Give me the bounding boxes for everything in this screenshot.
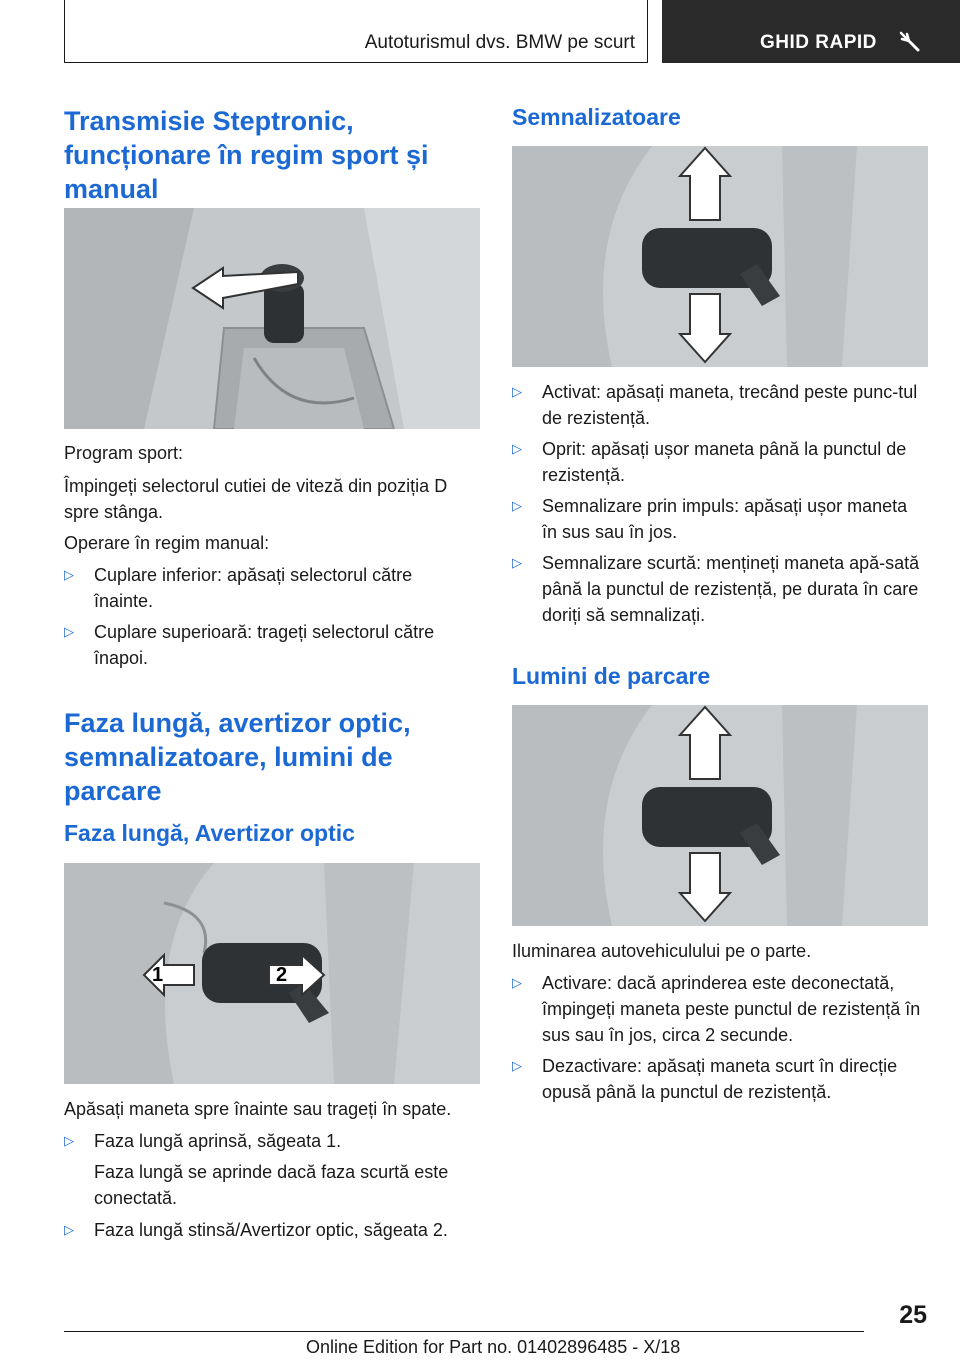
bullet-triangle-icon: ▷ (512, 975, 522, 990)
parking-lights-subtitle: Lumini de parcare (512, 663, 711, 689)
quick-guide-tab[interactable] (662, 0, 960, 63)
arrow-label-1: 1 (152, 964, 164, 986)
turn-signals-subtitle: Semnalizatoare (512, 104, 681, 130)
bullet-triangle-icon: ▷ (512, 498, 522, 513)
footer-divider (64, 1331, 864, 1332)
footer-edition: Online Edition for Part no. 01402896485 - X/18 (306, 1337, 681, 1357)
bullet-triangle-icon: ▷ (512, 1058, 522, 1073)
header-section-title: Autoturismul dvs. BMW pe scurt (364, 32, 635, 53)
bullet-triangle-icon: ▷ (512, 384, 522, 399)
lights-section-title: Faza lungă, avertizor optic, semnalizatoare, lumini de parcare (64, 708, 411, 806)
lightning-pointer-icon (898, 30, 920, 52)
manual-mode-label: Operare în regim manual: (64, 533, 270, 553)
high-beam-subtitle: Faza lungă, Avertizor optic (64, 820, 355, 846)
bullet-triangle-icon: ▷ (64, 1222, 74, 1237)
bullet-triangle-icon: ▷ (64, 567, 74, 582)
high-beam-instruction: Apăsați maneta spre înainte sau trageți în spate. (64, 1099, 452, 1119)
turn-signal-lever-photo (512, 146, 928, 367)
high-beam-note: Faza lungă se aprinde dacă faza scurtă este conectată. (94, 1162, 449, 1208)
bullet-triangle-icon: ▷ (64, 1133, 74, 1148)
arrow-label-2: 2 (276, 964, 288, 986)
bullet-triangle-icon: ▷ (64, 624, 74, 639)
list-item: ▷ Activat: apăsați maneta, trecând peste punc-tul de rezistență. (512, 379, 928, 431)
page-number: 25 (899, 1301, 927, 1329)
high-beam-lever-photo (64, 863, 480, 1084)
list-item: ▷ Faza lungă aprinsă, săgeata 1. (64, 1128, 480, 1154)
list-item: ▷ Dezactivare: apăsați maneta scurt în direcție opusă până la punctul de rezistență. (512, 1053, 928, 1105)
sport-program-label: Program sport: (64, 443, 184, 463)
parking-lights-text: Iluminarea autovehiculului pe o parte. (512, 941, 812, 961)
bullet-triangle-icon: ▷ (512, 441, 522, 456)
list-item: ▷ Semnalizare scurtă: mențineți maneta apă-sată până la punctul de rezistență, pe durata în care doriți să semnalizați. (512, 550, 928, 628)
parking-lights-lever-photo (512, 705, 928, 926)
list-item: ▷ Activare: dacă aprinderea este deconectată, împingeți maneta peste punctul de rezistență în sus sau în jos, circa 2 secunde. (512, 970, 928, 1048)
gear-selector-photo (64, 208, 480, 429)
list-item: ▷ Semnalizare prin impuls: apăsați ușor maneta în sus sau în jos. (512, 493, 928, 545)
list-item: ▷ Cuplare inferior: apăsați selectorul către înainte. (64, 562, 480, 614)
header-section-box (64, 0, 648, 63)
bullet-triangle-icon: ▷ (512, 555, 522, 570)
steptronic-title: Transmisie Steptronic, funcționare în regim sport și manual (64, 106, 429, 204)
list-item: ▷ Cuplare superioară: trageți selectorul către înapoi. (64, 619, 480, 671)
sport-program-text: Împingeți selectorul cutiei de viteză din poziția D spre stânga. (64, 476, 448, 522)
list-item: ▷ Faza lungă stinsă/Avertizor optic, săgeata 2. (64, 1217, 480, 1243)
list-item: ▷ Oprit: apăsați ușor maneta până la punctul de rezistență. (512, 436, 928, 488)
quick-guide-tab-label: GHID RAPID (760, 32, 877, 53)
